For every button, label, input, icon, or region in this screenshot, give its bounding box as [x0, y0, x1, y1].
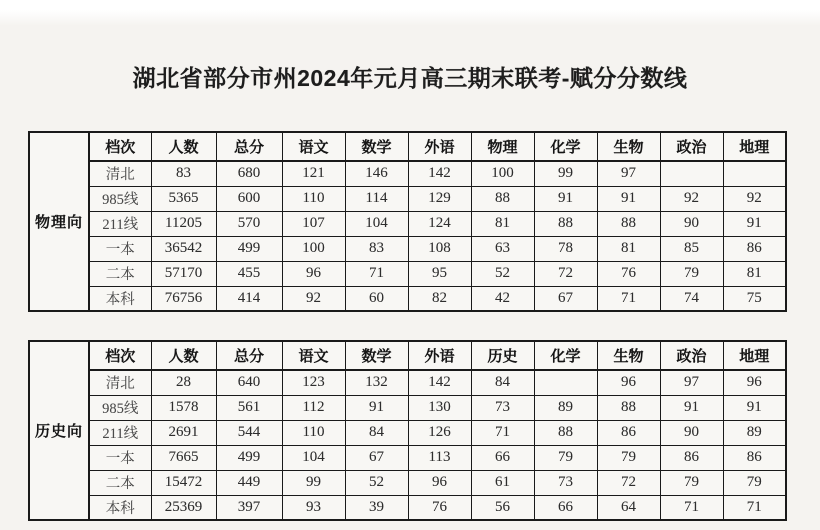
column-header: 地理 [723, 341, 786, 370]
table-cell: 11205 [151, 211, 216, 236]
table-cell: 110 [282, 186, 345, 211]
table-cell: 7665 [151, 445, 216, 470]
table-cell: 73 [471, 395, 534, 420]
table-cell: 85 [660, 236, 723, 261]
table-cell: 104 [282, 445, 345, 470]
table-cell: 86 [660, 445, 723, 470]
table-cell: 130 [408, 395, 471, 420]
table-cell: 123 [282, 370, 345, 395]
table-cell: 414 [216, 286, 282, 311]
column-header: 档次 [89, 132, 151, 161]
table-cell: 121 [282, 161, 345, 186]
table-row [29, 161, 786, 186]
table-cell: 92 [660, 186, 723, 211]
table-cell: 86 [723, 445, 786, 470]
table-cell: 83 [151, 161, 216, 186]
column-header: 外语 [408, 341, 471, 370]
table-cell: 91 [345, 395, 408, 420]
table-row [29, 261, 786, 286]
table-cell: 79 [534, 445, 597, 470]
column-header: 化学 [534, 341, 597, 370]
table-cell: 92 [282, 286, 345, 311]
table-cell: 1578 [151, 395, 216, 420]
column-header: 数学 [345, 132, 408, 161]
table-cell: 84 [345, 420, 408, 445]
table-cell: 91 [660, 395, 723, 420]
column-header: 化学 [534, 132, 597, 161]
table-cell: 2691 [151, 420, 216, 445]
table-cell: 600 [216, 186, 282, 211]
table-cell: 81 [597, 236, 660, 261]
table-cell: 36542 [151, 236, 216, 261]
table-cell: 39 [345, 495, 408, 520]
table-cell: 57170 [151, 261, 216, 286]
column-header: 地理 [723, 132, 786, 161]
row-label: 本科 [89, 286, 151, 311]
table-cell: 72 [597, 470, 660, 495]
column-header: 生物 [597, 341, 660, 370]
column-header: 语文 [282, 341, 345, 370]
table-cell: 107 [282, 211, 345, 236]
table-cell: 680 [216, 161, 282, 186]
table-cell: 67 [345, 445, 408, 470]
table-cell: 449 [216, 470, 282, 495]
table-cell: 129 [408, 186, 471, 211]
table-cell: 455 [216, 261, 282, 286]
table-cell: 104 [345, 211, 408, 236]
table-cell: 71 [723, 495, 786, 520]
table-cell: 114 [345, 186, 408, 211]
table-cell: 640 [216, 370, 282, 395]
table-cell: 100 [282, 236, 345, 261]
column-header: 物理 [471, 132, 534, 161]
table-cell: 61 [471, 470, 534, 495]
table-cell: 570 [216, 211, 282, 236]
table-row [29, 370, 786, 395]
column-header: 人数 [151, 132, 216, 161]
table-cell [660, 161, 723, 186]
table-cell: 86 [597, 420, 660, 445]
table-cell: 91 [723, 211, 786, 236]
table-cell: 124 [408, 211, 471, 236]
table-cell: 81 [471, 211, 534, 236]
table-cell: 76 [597, 261, 660, 286]
table-cell: 88 [597, 211, 660, 236]
table-cell: 89 [534, 395, 597, 420]
table-cell: 132 [345, 370, 408, 395]
table-cell: 499 [216, 445, 282, 470]
table-cell: 90 [660, 211, 723, 236]
table-row [29, 211, 786, 236]
table-cell: 96 [597, 370, 660, 395]
table-cell: 82 [408, 286, 471, 311]
table-cell: 28 [151, 370, 216, 395]
table-cell: 52 [471, 261, 534, 286]
row-label: 985线 [89, 395, 151, 420]
row-label: 清北 [89, 370, 151, 395]
table-cell [723, 161, 786, 186]
table-cell: 74 [660, 286, 723, 311]
history-score-table [28, 340, 787, 521]
table-cell: 110 [282, 420, 345, 445]
table-cell: 60 [345, 286, 408, 311]
history-table-section [28, 340, 784, 521]
table-cell: 146 [345, 161, 408, 186]
table-cell: 83 [345, 236, 408, 261]
table-cell: 5365 [151, 186, 216, 211]
table-cell: 71 [345, 261, 408, 286]
column-header: 总分 [216, 132, 282, 161]
group-label: 历史向 [29, 341, 89, 520]
table-cell: 79 [660, 261, 723, 286]
table-cell: 76 [408, 495, 471, 520]
table-cell: 71 [471, 420, 534, 445]
table-row [29, 186, 786, 211]
table-cell [534, 370, 597, 395]
table-cell: 52 [345, 470, 408, 495]
row-label: 本科 [89, 495, 151, 520]
table-cell: 66 [534, 495, 597, 520]
table-cell: 142 [408, 370, 471, 395]
table-cell: 66 [471, 445, 534, 470]
column-header: 语文 [282, 132, 345, 161]
table-cell: 93 [282, 495, 345, 520]
table-cell: 84 [471, 370, 534, 395]
table-row [29, 470, 786, 495]
table-cell: 100 [471, 161, 534, 186]
physics-score-table [28, 131, 787, 312]
table-cell: 25369 [151, 495, 216, 520]
row-label: 一本 [89, 236, 151, 261]
column-header: 历史 [471, 341, 534, 370]
table-cell: 96 [282, 261, 345, 286]
table-cell: 76756 [151, 286, 216, 311]
table-cell: 79 [597, 445, 660, 470]
table-cell: 75 [723, 286, 786, 311]
table-cell: 96 [723, 370, 786, 395]
physics-table-section [28, 131, 784, 312]
table-cell: 88 [534, 420, 597, 445]
table-cell: 79 [723, 470, 786, 495]
table-cell: 92 [723, 186, 786, 211]
table-cell: 97 [597, 161, 660, 186]
table-cell: 91 [597, 186, 660, 211]
table-cell: 89 [723, 420, 786, 445]
table-row [29, 286, 786, 311]
table-cell: 97 [660, 370, 723, 395]
row-label: 211线 [89, 211, 151, 236]
table-cell: 71 [597, 286, 660, 311]
table-row [29, 420, 786, 445]
table-cell: 544 [216, 420, 282, 445]
table-cell: 108 [408, 236, 471, 261]
table-cell: 91 [534, 186, 597, 211]
table-cell: 73 [534, 470, 597, 495]
page-title: 湖北省部分市州2024年元月高三期末联考-赋分分数线 [132, 65, 688, 91]
table-cell: 72 [534, 261, 597, 286]
table-cell: 67 [534, 286, 597, 311]
table-cell: 56 [471, 495, 534, 520]
table-cell: 88 [597, 395, 660, 420]
row-label: 一本 [89, 445, 151, 470]
column-header: 生物 [597, 132, 660, 161]
table-row [29, 395, 786, 420]
table-cell: 113 [408, 445, 471, 470]
table-cell: 126 [408, 420, 471, 445]
header-row [29, 132, 786, 161]
column-header: 数学 [345, 341, 408, 370]
table-cell: 64 [597, 495, 660, 520]
group-label: 物理向 [29, 132, 89, 311]
table-cell: 142 [408, 161, 471, 186]
table-cell: 99 [534, 161, 597, 186]
table-cell: 99 [282, 470, 345, 495]
table-cell: 71 [660, 495, 723, 520]
table-cell: 91 [723, 395, 786, 420]
table-cell: 78 [534, 236, 597, 261]
table-cell: 397 [216, 495, 282, 520]
column-header: 外语 [408, 132, 471, 161]
column-header: 总分 [216, 341, 282, 370]
column-header: 政治 [660, 341, 723, 370]
table-cell: 42 [471, 286, 534, 311]
row-label: 985线 [89, 186, 151, 211]
table-cell: 63 [471, 236, 534, 261]
row-label: 211线 [89, 420, 151, 445]
row-label: 二本 [89, 470, 151, 495]
table-cell: 86 [723, 236, 786, 261]
table-cell: 15472 [151, 470, 216, 495]
table-cell: 79 [660, 470, 723, 495]
table-cell: 96 [408, 470, 471, 495]
table-cell: 561 [216, 395, 282, 420]
table-row [29, 495, 786, 520]
table-row [29, 445, 786, 470]
table-cell: 90 [660, 420, 723, 445]
column-header: 人数 [151, 341, 216, 370]
table-cell: 112 [282, 395, 345, 420]
row-label: 二本 [89, 261, 151, 286]
table-cell: 81 [723, 261, 786, 286]
table-cell: 499 [216, 236, 282, 261]
table-cell: 88 [471, 186, 534, 211]
column-header: 档次 [89, 341, 151, 370]
row-label: 清北 [89, 161, 151, 186]
header-row [29, 341, 786, 370]
column-header: 政治 [660, 132, 723, 161]
table-row [29, 236, 786, 261]
table-cell: 88 [534, 211, 597, 236]
table-cell: 95 [408, 261, 471, 286]
